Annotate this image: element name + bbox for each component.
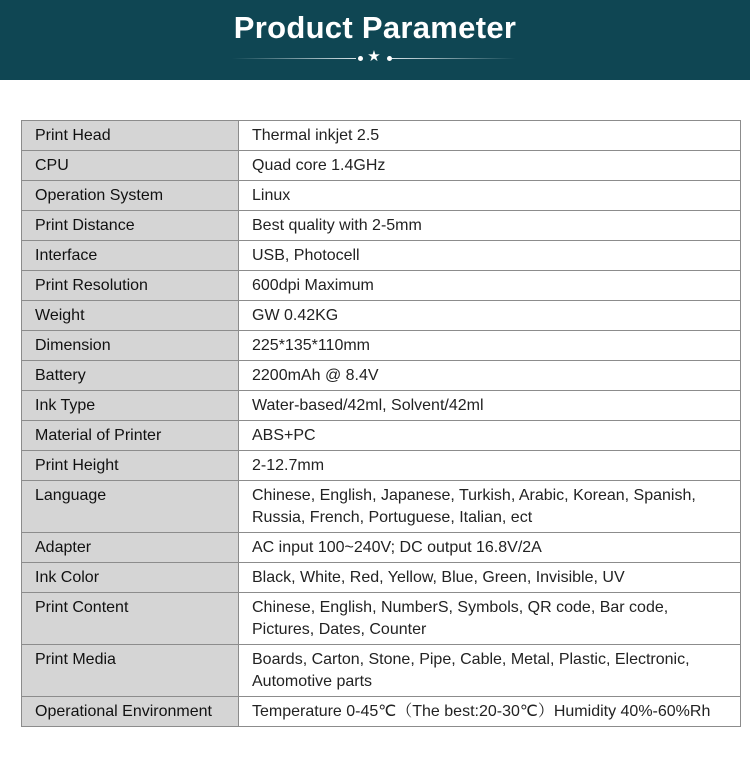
parameter-label: Ink Color <box>22 563 239 593</box>
parameter-label: Print Content <box>22 593 239 645</box>
table-row <box>22 301 741 331</box>
parameter-label: Ink Type <box>22 391 239 421</box>
parameter-value: 600dpi Maximum <box>239 271 741 301</box>
parameter-label: Print Resolution <box>22 271 239 301</box>
parameter-label: Print Distance <box>22 211 239 241</box>
table-row <box>22 331 741 361</box>
page-title: Product Parameter <box>233 10 517 45</box>
parameter-label: Material of Printer <box>22 421 239 451</box>
divider-line-left <box>232 58 356 59</box>
parameter-value: Thermal inkjet 2.5 <box>239 121 741 151</box>
parameter-value: Chinese, English, Japanese, Turkish, Arabic, Korean, Spanish, Russia, French, Portuguese, Italian, ect <box>239 481 741 533</box>
star-icon: ★ <box>367 48 381 65</box>
table-row <box>22 211 741 241</box>
divider-dot-left <box>358 56 363 61</box>
parameter-label: CPU <box>22 151 239 181</box>
table-row <box>22 361 741 391</box>
table-row <box>22 593 741 645</box>
parameter-label: Operation System <box>22 181 239 211</box>
parameter-label: Battery <box>22 361 239 391</box>
parameter-value: AC input 100~240V; DC output 16.8V/2A <box>239 533 741 563</box>
parameter-label: Dimension <box>22 331 239 361</box>
parameter-value: Boards, Carton, Stone, Pipe, Cable, Metal, Plastic, Electronic, Automotive parts <box>239 645 741 697</box>
table-row <box>22 121 741 151</box>
parameter-value: Black, White, Red, Yellow, Blue, Green, Invisible, UV <box>239 563 741 593</box>
parameter-value: 2-12.7mm <box>239 451 741 481</box>
parameter-table <box>21 120 741 727</box>
parameter-value: 2200mAh @ 8.4V <box>239 361 741 391</box>
table-row <box>22 481 741 533</box>
parameter-value: Linux <box>239 181 741 211</box>
parameter-label: Language <box>22 481 239 533</box>
table-row <box>22 645 741 697</box>
parameter-value: GW 0.42KG <box>239 301 741 331</box>
table-row <box>22 271 741 301</box>
parameter-label: Print Head <box>22 121 239 151</box>
table-row <box>22 391 741 421</box>
parameter-value: Best quality with 2-5mm <box>239 211 741 241</box>
parameter-label: Operational Environment <box>22 697 239 727</box>
parameter-label: Adapter <box>22 533 239 563</box>
table-row <box>22 697 741 727</box>
parameter-value: 225*135*110mm <box>239 331 741 361</box>
table-row <box>22 563 741 593</box>
parameter-value: ABS+PC <box>239 421 741 451</box>
header-banner <box>0 0 750 80</box>
parameter-value: Temperature 0-45℃（The best:20-30℃）Humidity 40%-60%Rh <box>239 697 741 727</box>
table-row <box>22 241 741 271</box>
table-row <box>22 451 741 481</box>
parameter-label: Print Height <box>22 451 239 481</box>
parameter-label: Weight <box>22 301 239 331</box>
parameter-label: Print Media <box>22 645 239 697</box>
parameter-value: Water-based/42ml, Solvent/42ml <box>239 391 741 421</box>
table-row <box>22 151 741 181</box>
table-row <box>22 533 741 563</box>
parameter-value: USB, Photocell <box>239 241 741 271</box>
parameter-value: Chinese, English, NumberS, Symbols, QR code, Bar code, Pictures, Dates, Counter <box>239 593 741 645</box>
table-row <box>22 181 741 211</box>
parameter-value: Quad core 1.4GHz <box>239 151 741 181</box>
divider-line-right <box>392 58 516 59</box>
table-row <box>22 421 741 451</box>
parameter-label: Interface <box>22 241 239 271</box>
